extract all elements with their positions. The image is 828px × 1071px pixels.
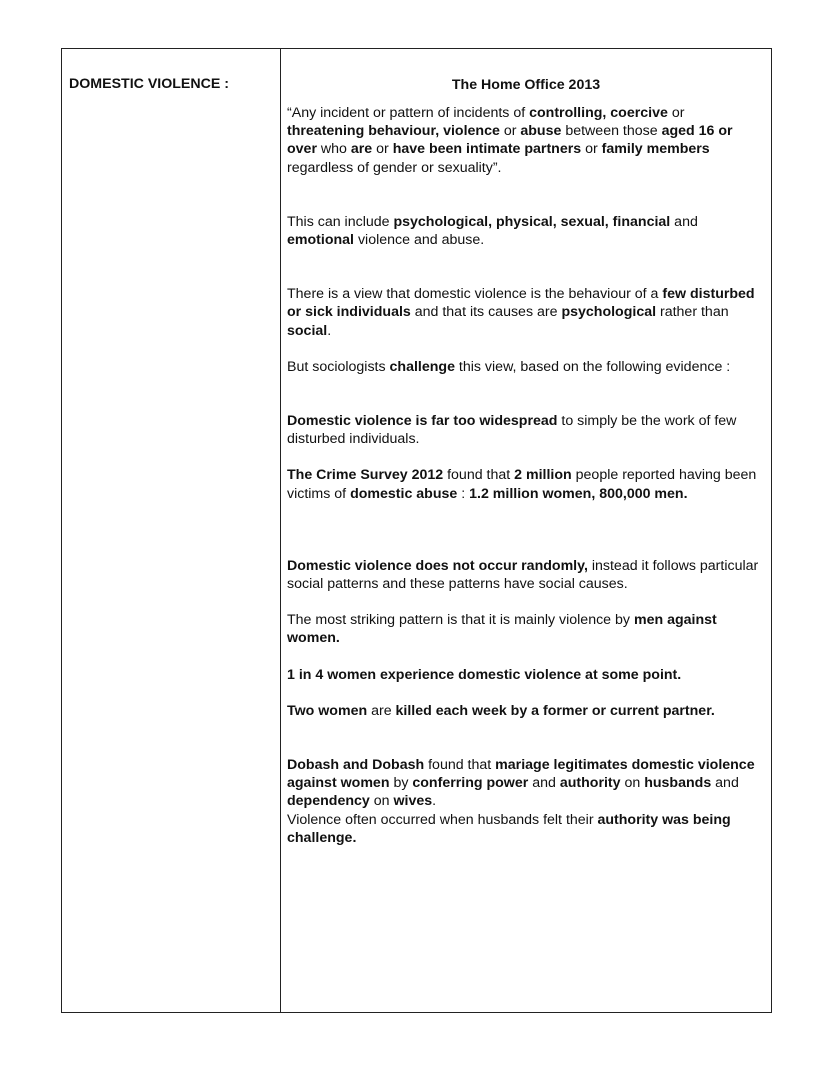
content-column: [281, 49, 771, 1012]
dobash-paragraph: Dobash and Dobash found that mariage legitimates domestic violence against women by conferring power and authority on husbands and dependency on wives. Violence often occurred when husbands felt their authority was being challenge.: [287, 757, 755, 846]
widespread-paragraph: Domestic violence is far too widespread to simply be the work of few disturbed individuals.: [287, 413, 737, 448]
men-against-women-paragraph: The most striking pattern is that it is mainly violence by men against women.: [287, 612, 717, 647]
topic-column: [62, 49, 281, 1012]
crime-survey-paragraph: The Crime Survey 2012 found that 2 million people reported having been victims of domestic abuse : 1.2 million women, 800,000 men.: [287, 467, 757, 502]
types-paragraph: This can include psychological, physical, sexual, financial and emotional violence and abuse.: [287, 213, 698, 249]
two-women-paragraph: Two women are killed each week by a former or current partner.: [287, 702, 715, 719]
patterns-paragraph: Domestic violence does not occur randomly, instead it follows particular social patterns and these patterns have social causes.: [287, 557, 759, 593]
definition-paragraph: “Any incident or pattern of incidents of controlling, coercive or threatening behaviour, violence or abuse between those aged 16 or over who are or have been intimate partners or family members regardless of gender or sexuality”.: [287, 105, 733, 176]
one-in-four-paragraph: 1 in 4 women experience domestic violence at some point.: [287, 666, 682, 683]
view-paragraph: There is a view that domestic violence is the behaviour of a few disturbed or sick individuals and that its causes are psychological rather than social.: [287, 286, 755, 339]
source-title: The Home Office 2013: [451, 77, 601, 93]
topic-heading: DOMESTIC VIOLENCE :: [69, 76, 230, 92]
notes-table: [61, 48, 772, 1013]
challenge-paragraph: But sociologists challenge this view, based on the following evidence :: [287, 358, 731, 375]
